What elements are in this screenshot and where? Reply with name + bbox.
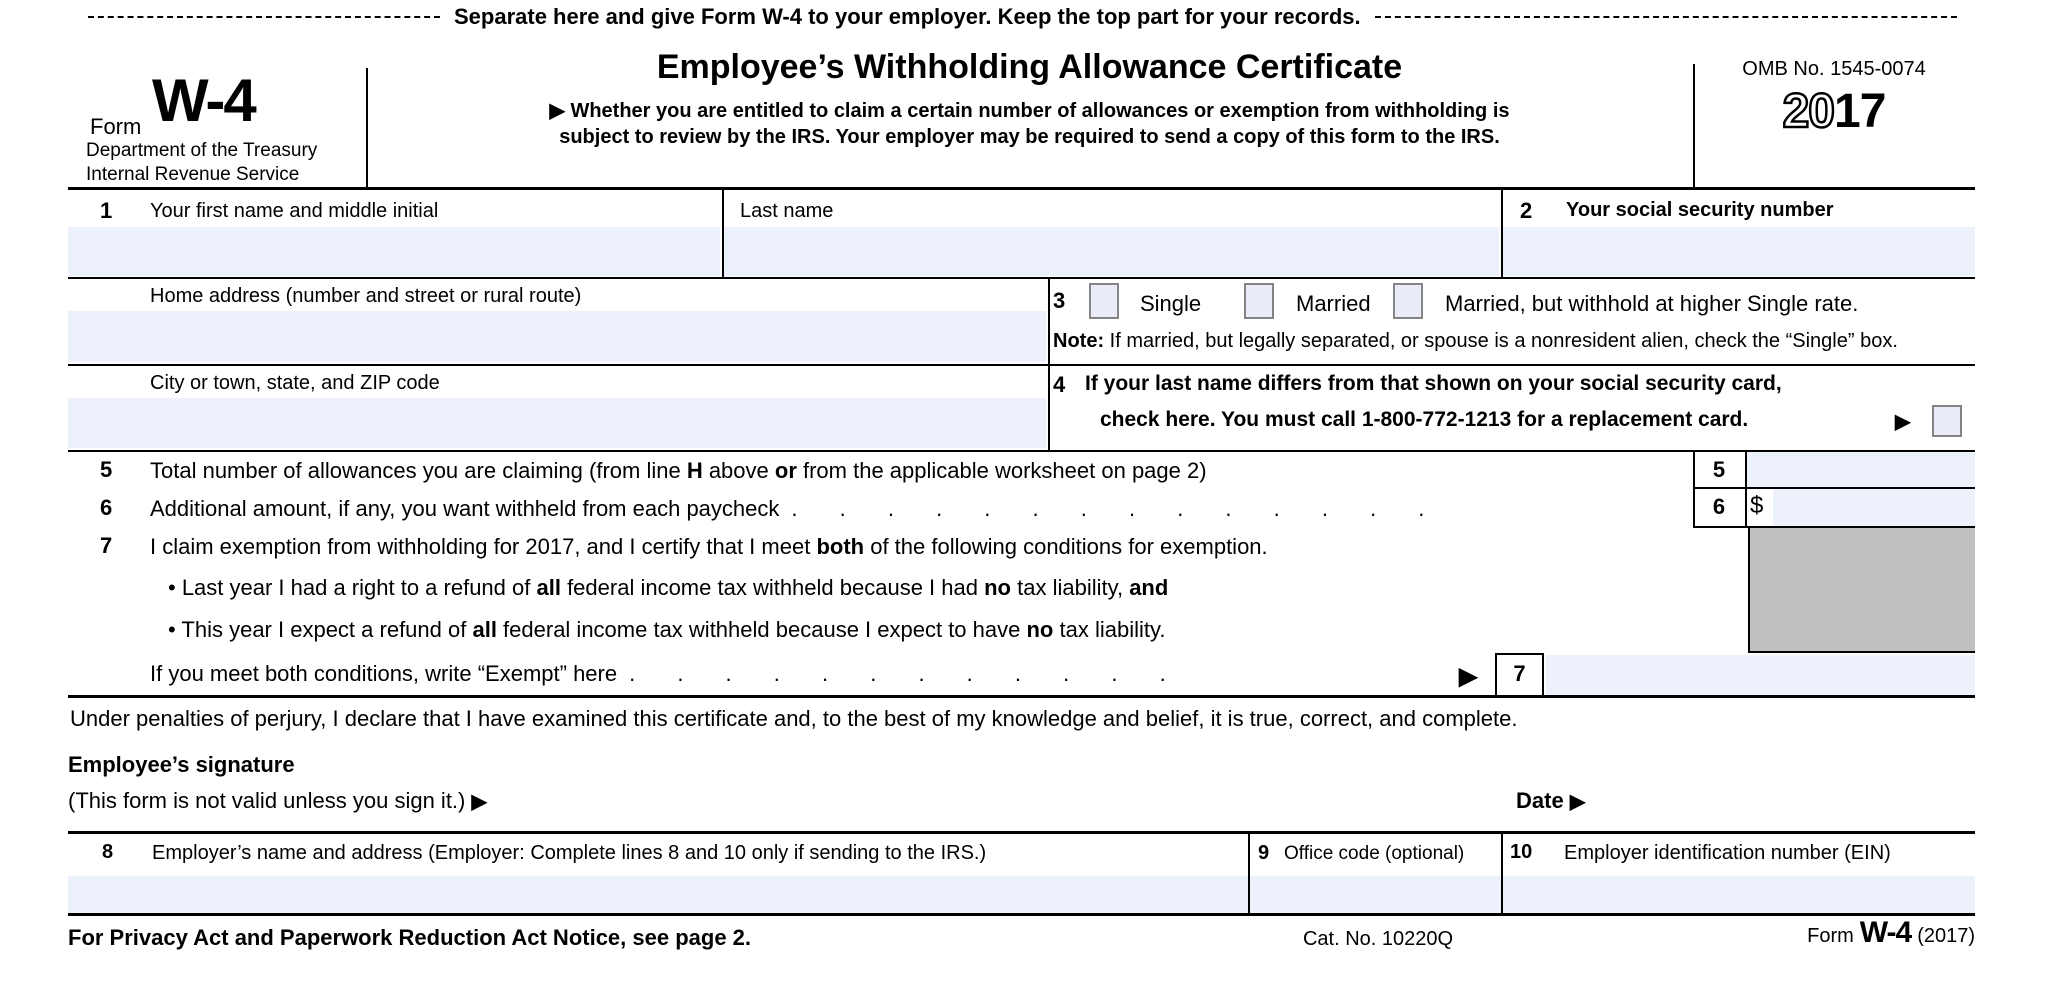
box-column-divider-2 xyxy=(1745,450,1747,528)
ssn-label: Your social security number xyxy=(1566,199,1834,221)
separator-instruction: Separate here and give Form W-4 to your employer. Keep the top part for your records. xyxy=(454,4,1361,29)
married-label: Married xyxy=(1296,291,1371,316)
line7-intro: I claim exemption from withholding for 2017, and I certify that I meet both of the following conditions for exemption. xyxy=(150,534,1268,559)
ein-label: Employer identification number (EIN) xyxy=(1564,842,1891,864)
exempt-text: If you meet both conditions, write “Exempt” here . . . . . . . . . . . . xyxy=(150,661,1166,686)
signature-bottom-line xyxy=(68,831,1975,834)
office-code-input[interactable] xyxy=(1250,876,1501,913)
line6-dot-leaders: . . . . . . . . . . . . . . xyxy=(791,496,1425,521)
line5-box-number: 5 xyxy=(1712,457,1726,482)
employee-signature-label: Employee’s signature xyxy=(68,752,295,777)
home-address-label: Home address (number and street or rural route) xyxy=(150,285,582,307)
line9-number: 9 xyxy=(1258,842,1270,864)
line3-note: Note: If married, but legally separated, or spouse is a nonresident alien, check the “Single” box. xyxy=(1053,330,1898,352)
married-higher-rate-label: Married, but withhold at higher Single rate. xyxy=(1445,291,1859,316)
agency-line1: Department of the Treasury xyxy=(86,140,318,161)
last-name-input[interactable] xyxy=(724,227,1499,276)
dollar-sign: $ xyxy=(1750,492,1764,519)
subtitle-line2: subject to review by the IRS. Your employer may be required to send a copy of this form to the IRS. xyxy=(559,126,1500,148)
married-checkbox[interactable] xyxy=(1244,283,1274,319)
line3-number: 3 xyxy=(1053,288,1066,313)
first-name-label: Your first name and middle initial xyxy=(150,200,439,222)
line7-bottom-line xyxy=(68,695,1975,698)
last-name-label: Last name xyxy=(740,200,834,222)
separator-row xyxy=(68,0,1975,34)
ssn-input[interactable] xyxy=(1503,227,1975,276)
row3-bottom-line xyxy=(68,450,1975,452)
line7-number: 7 xyxy=(100,533,113,558)
line4-text-line2: check here. You must call 1-800-772-1213 for a replacement card. xyxy=(1100,408,1749,431)
header-bottom-line xyxy=(68,187,1975,190)
omb-number: OMB No. 1545-0074 xyxy=(1742,58,1926,80)
city-state-zip-input[interactable] xyxy=(68,398,1046,448)
line4-number: 4 xyxy=(1053,372,1066,397)
date-arrow-icon: ▶ xyxy=(1569,791,1586,813)
row8-divider-2 xyxy=(1501,834,1503,913)
line6-number: 6 xyxy=(100,495,113,520)
line1-number: 1 xyxy=(100,198,113,223)
line5-text: Total number of allowances you are claiming (from line H above or from the applicable worksheet on page 2) xyxy=(150,458,1207,483)
office-code-label: Office code (optional) xyxy=(1284,843,1465,864)
form-word: Form xyxy=(90,114,142,139)
row8-divider-1 xyxy=(1248,834,1250,913)
line10-number: 10 xyxy=(1510,841,1533,863)
form-number: W-4 xyxy=(152,67,255,134)
box-column-divider-1 xyxy=(1693,450,1695,528)
catalog-number: Cat. No. 10220Q xyxy=(1302,928,1454,950)
page-title: Employee’s Withholding Allowance Certificate xyxy=(656,48,1403,86)
form-header xyxy=(68,40,1975,190)
agency-line2: Internal Revenue Service xyxy=(86,164,300,185)
last-name-differs-checkbox[interactable] xyxy=(1932,405,1962,437)
line6-text: Additional amount, if any, you want withheld from each paycheck . . . . . . . . . . . . . . xyxy=(150,496,1425,521)
line7-box-number: 7 xyxy=(1513,661,1526,686)
city-state-zip-label: City or town, state, and ZIP code xyxy=(150,372,440,394)
dashed-line-right xyxy=(1375,16,1957,18)
signature-note: (This form is not valid unless you sign it.) ▶ xyxy=(68,788,487,813)
date-label: Date ▶ xyxy=(1516,788,1586,813)
ein-input[interactable] xyxy=(1503,876,1975,913)
first-name-input[interactable] xyxy=(68,227,720,276)
tax-year: 2017 xyxy=(1782,85,1886,138)
employer-name-address-input[interactable] xyxy=(68,876,1248,913)
employer-name-address-label: Employer’s name and address (Employer: Complete lines 8 and 10 only if sending to the IRS.) xyxy=(152,842,987,864)
signature-arrow-icon: ▶ xyxy=(471,791,487,813)
footer-form-reference xyxy=(1628,916,1975,950)
home-address-input[interactable] xyxy=(68,311,1046,362)
line7-bullet1: • Last year I had a right to a refund of all federal income tax withheld because I had no tax liability, and xyxy=(168,575,1169,600)
row1-divider-2 xyxy=(1501,190,1503,277)
single-checkbox[interactable] xyxy=(1089,283,1119,319)
privacy-act-notice: For Privacy Act and Paperwork Reduction Act Notice, see page 2. xyxy=(68,925,752,950)
line4-text-line1: If your last name differs from that shown on your social security card, xyxy=(1085,372,1782,395)
subtitle-arrow-icon: ▶ xyxy=(549,100,565,122)
perjury-statement: Under penalties of perjury, I declare that I have examined this certificate and, to the best of my knowledge and belief, it is true, correct, and complete. xyxy=(70,706,1518,731)
line2-number: 2 xyxy=(1520,198,1533,223)
footer-form-word: Form xyxy=(1807,925,1854,947)
footer-form-year: (2017) xyxy=(1917,925,1975,947)
line8-number: 8 xyxy=(102,841,114,863)
married-higher-rate-checkbox[interactable] xyxy=(1393,283,1423,319)
single-label: Single xyxy=(1140,291,1202,316)
line7-bullet2: • This year I expect a refund of all federal income tax withheld because I expect to have no tax liability. xyxy=(168,617,1166,642)
dashed-line-left xyxy=(88,16,440,18)
allowances-input[interactable] xyxy=(1747,452,1975,487)
line5-number: 5 xyxy=(100,457,113,482)
line6-box-number: 6 xyxy=(1712,494,1726,519)
footer-form-number: W-4 xyxy=(1859,916,1912,949)
note-label: Note: xyxy=(1053,330,1105,352)
line7-box xyxy=(1495,653,1544,697)
w4-form xyxy=(68,0,1975,983)
additional-amount-input[interactable] xyxy=(1773,489,1975,526)
exempt-arrow-icon: ▶ xyxy=(1459,663,1478,690)
exempt-dot-leaders: . . . . . . . . . . . . xyxy=(629,661,1166,686)
row1-divider-1 xyxy=(722,190,724,277)
exempt-input[interactable] xyxy=(1546,655,1975,695)
row2-bottom-line xyxy=(68,364,1975,366)
shaded-area xyxy=(1748,528,1975,653)
row1-bottom-line xyxy=(68,277,1975,279)
line4-arrow-icon: ▶ xyxy=(1895,411,1911,433)
subtitle-line1: ▶ Whether you are entitled to claim a certain number of allowances or exemption from withholding is xyxy=(549,100,1510,122)
